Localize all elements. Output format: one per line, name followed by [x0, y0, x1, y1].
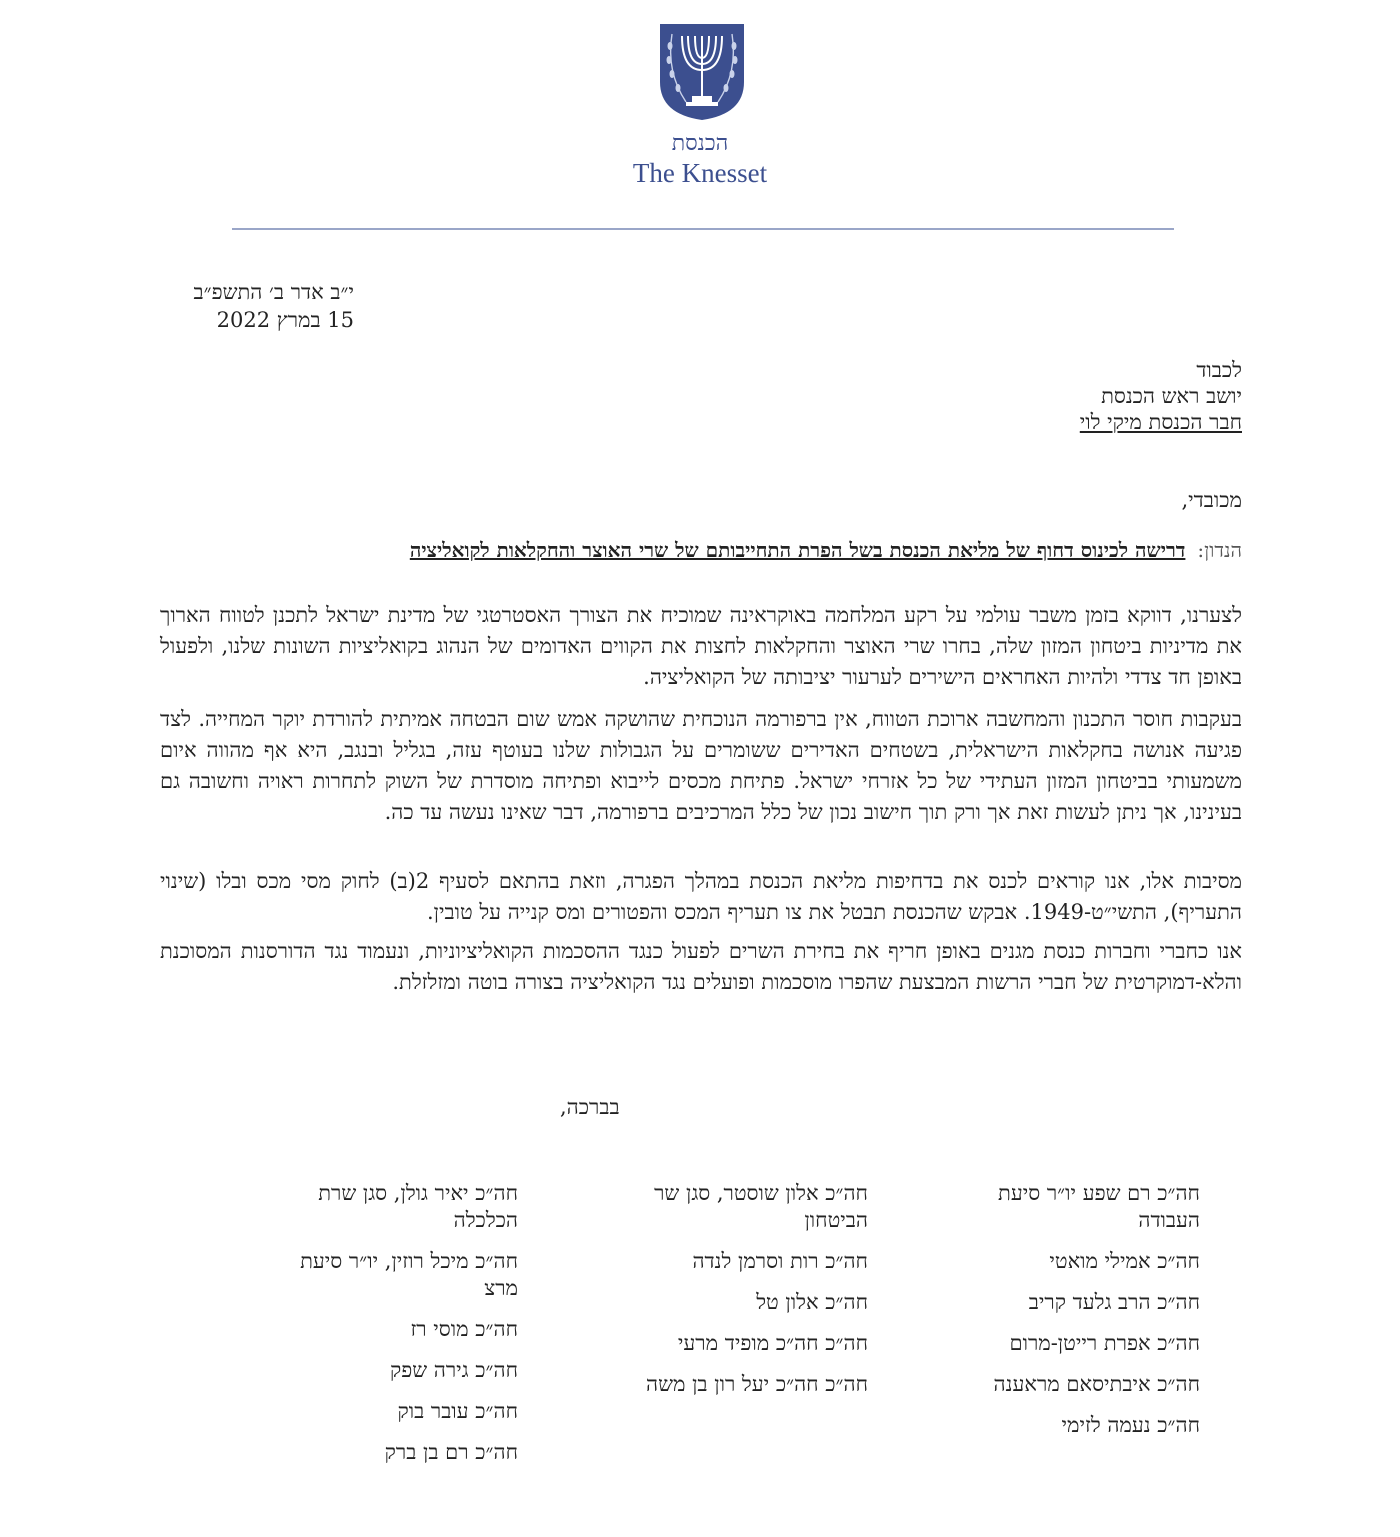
greeting: מכובדי,	[1181, 488, 1242, 512]
signature-item: חה״כ חה״כ מופיד מרעי	[677, 1331, 868, 1355]
body-paragraph-1: לצערנו, דווקא בזמן משבר עולמי על רקע המלחמה באוקראינה שמוכיח את הצורך האסטרטגי של מדינת ישראל לתכנן לטווח הארוך את מדיניות ביטחון המזון שלה, בחרו שרי האוצר והחקלאות לחצות את הקווים האדומים של הנהוג בקואליציות השונות שלנו, ולפעול באופן חד צדדי ולהיות האחראים הישירים לערעור יציבותה של הקואליציה.	[160, 603, 1242, 689]
subject-label: הנדון:	[1197, 538, 1242, 562]
subject-line	[410, 538, 1242, 563]
signatures-middle-column	[598, 1180, 868, 1412]
signature-item: חה״כ מיכל רוזין, יו״ר סיעת מרצ	[300, 1249, 518, 1300]
recipient-title: יושב ראש הכנסת	[1101, 384, 1242, 408]
recipient-salutation: לכבוד	[1196, 358, 1242, 382]
signature-item: חה״כ הרב גלעד קריב	[1028, 1290, 1200, 1314]
signature-item: חה״כ יאיר גולן, סגן שרת הכלכלה	[318, 1181, 518, 1232]
closing: בברכה,	[560, 1095, 620, 1119]
body-paragraph-3: מסיבות אלו, אנו קוראים לכנס את בדחיפות מליאת הכנסת במהלך הפגרה, וזאת בהתאם לסעיף 2(ב) לחוק מסי מכס ובלו (שינוי התעריף), התשי״ט-1949. אבקש שהכנסת תבטל את צו תעריף המכס והפטורים ומס קנייה על טובין.	[160, 869, 1242, 924]
signature-item: חה״כ רם שפע יו״ר סיעת העבודה	[998, 1181, 1200, 1232]
signature-item: חה״כ מוסי רז	[410, 1317, 518, 1341]
hebrew-date: י״ב אדר ב׳ התשפ״ב	[193, 280, 354, 304]
signature-item: חה״כ עובר בוק	[397, 1399, 518, 1423]
signatures-right-column	[930, 1180, 1200, 1453]
signature-item: חה״כ רות וסרמן לנדה	[692, 1249, 868, 1273]
gregorian-date: 15 במרץ 2022	[216, 308, 354, 332]
signature-item: חה״כ אלון טל	[756, 1290, 868, 1314]
signature-item: חה״כ נעמה לזימי	[1061, 1413, 1200, 1437]
recipient-name: חבר הכנסת מיקי לוי	[1079, 410, 1242, 434]
emblem-hebrew-label: הכנסת	[671, 131, 729, 156]
emblem-english-label: The Knesset	[632, 158, 768, 188]
signature-item: חה״כ איבתיסאם מראענה	[993, 1372, 1200, 1396]
signature-item: חה״כ חה״כ יעל רון בן משה	[646, 1372, 868, 1396]
signature-item: חה״כ אלון שוסטר, סגן שר הביטחון	[654, 1181, 868, 1232]
body-paragraph-4: אנו כחברי וחברות כנסת מגנים באופן חריף את בחירת השרים לפעול כנגד ההסכמות הקואליציוניות, ונעמוד נגד הדורסנות המסוכנת והלא-דמוקרטית של חברי הרשות המבצעת שהפרו מוסכמות ופועלים נגד הקואליציה בצורה בוטה ומזלזלת.	[160, 939, 1242, 994]
signature-item: חה״כ רם בן ברק	[384, 1440, 518, 1464]
knesset-emblem-icon	[656, 22, 748, 122]
subject-text: דרישה לכינוס דחוף של מליאת הכנסת בשל הפרת התחייבותם של שרי האוצר והחקלאות לקואליציה	[409, 538, 1186, 562]
signature-item: חה״כ גירה שפק	[389, 1358, 518, 1382]
signature-item: חה״כ אפרת רייטן-מרום	[1009, 1331, 1200, 1355]
body-paragraph-2: בעקבות חוסר התכנון והמחשבה ארוכת הטווח, אין ברפורמה הנוכחית שהושקה אמש שום הבטחה אמיתית להורדת יוקר המחייה. לצד פגיעה אנושה בחקלאות הישראלית, בשטחים האדירים ששומרים על הגבולות שלנו בעוטף עזה, בגליל ובנגב, היא אף מהווה איום משמעותי בביטחון המזון העתידי של כל אזרחי ישראל. פתיחת מכסים לייבוא ופתיחה מוסדרת של השוק לתחרות ראויה וחשובה גם בעינינו, אך ניתן לעשות זאת אך ורק תוך חישוב נכון של כלל המרכיבים ברפורמה, דבר שאינו נעשה עד כה.	[160, 707, 1242, 824]
signatures-left-column	[268, 1180, 518, 1480]
header-divider	[232, 228, 1174, 230]
signature-item: חה״כ אמילי מואטי	[1049, 1249, 1200, 1273]
